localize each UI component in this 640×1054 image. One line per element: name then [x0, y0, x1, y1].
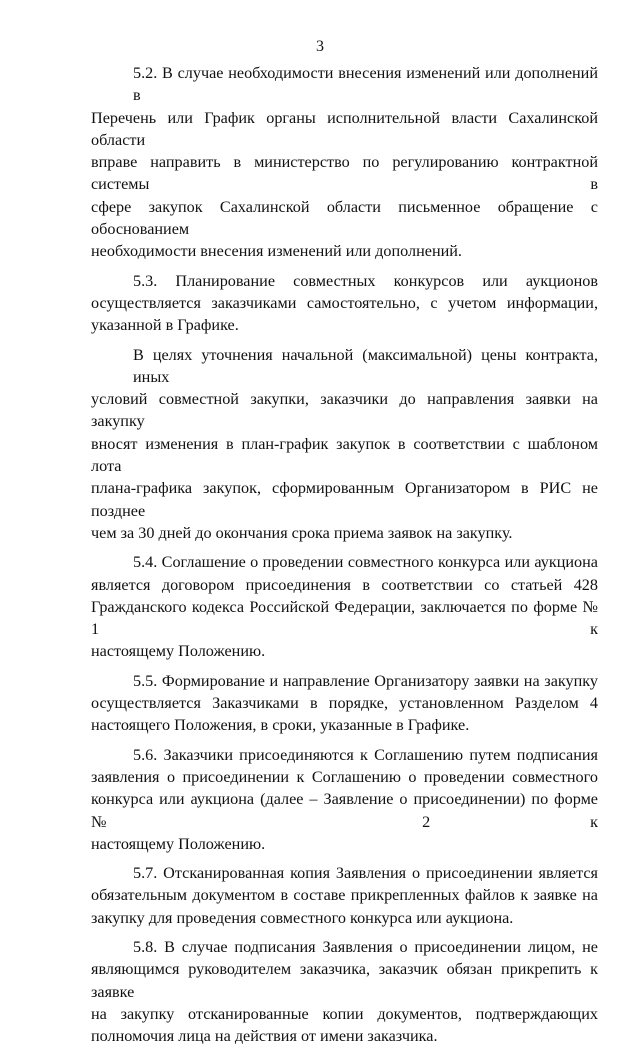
text-line: осуществляется Заказчиками в порядке, установленном Разделом 4 [91, 694, 598, 713]
paragraph-p5-3 [91, 270, 598, 337]
text-line: заявления о присоединении к Соглашению о проведении совместного [91, 767, 598, 786]
text-line: вносят изменения в план-график закупок в соответствии с шаблоном лота [91, 434, 598, 476]
text-line: настоящему Положению. [91, 834, 266, 853]
paragraph-p5-5 [91, 670, 598, 737]
paragraph-p5-2 [91, 62, 598, 263]
text-line: осуществляется заказчиками самостоятельно, с учетом информации, [91, 293, 598, 312]
text-line: плана-графика закупок, сформированным Организатором в РИС не позднее [91, 479, 598, 520]
text-line: указанной в Графике. [91, 316, 239, 335]
text-line: В целях уточнения начальной (максимальной) цены контракта, иных [133, 345, 598, 386]
page-number: 3 [316, 38, 324, 55]
text-line: 5.3. Планирование совместных конкурсов или аукционов [133, 271, 598, 290]
paragraph-p5-4 [91, 551, 598, 662]
text-line: 5.7. Отсканированная копия Заявления о присоединении является [133, 864, 598, 883]
text-line: являющимся руководителем заказчика, заказчик обязан прикрепить к заявке [91, 960, 598, 1001]
paragraph-p5-7 [91, 862, 598, 929]
text-line: 5.8. В случае подписания Заявления о присоединении лицом, не [133, 937, 598, 956]
text-line: сфере закупок Сахалинской области письменное обращение с обоснованием [91, 197, 598, 239]
text-line: 5.2. В случае необходимости внесения изменений или дополнений в [133, 64, 598, 105]
text-line: является договором присоединения в соответствии со статьей 428 [91, 575, 598, 594]
text-line: вправе направить в министерство по регулированию контрактной системы в [91, 153, 598, 194]
paragraph-p5-6 [91, 744, 598, 855]
text-line: настоящего Положения, в сроки, указанные в Графике. [91, 716, 470, 735]
text-line: конкурса или аукциона (далее – Заявление о присоединении) по форме № 2 к [91, 790, 598, 831]
text-line: на закупку отсканированные копии документов, подтверждающих [91, 1004, 598, 1023]
text-line: Гражданского кодекса Российской Федерации, заключается по форме № 1 к [91, 597, 598, 639]
text-line: 5.6. Заказчики присоединяются к Соглашению путем подписания [133, 745, 598, 764]
text-line: закупку для проведения совместного конкурса или аукциона. [91, 908, 514, 927]
text-line: полномочия лица на действия от имени заказчика. [91, 1027, 438, 1046]
text-line: Перечень или График органы исполнительной власти Сахалинской области [91, 108, 598, 149]
paragraph-p5-8 [91, 936, 598, 1047]
text-line: 5.4. Соглашение о проведении совместного конкурса или аукциона [133, 553, 598, 572]
text-line: 5.5. Формирование и направление Организатору заявки на закупку [133, 671, 598, 690]
text-line: настоящему Положению. [91, 642, 266, 661]
paragraph-p-price [91, 344, 598, 545]
document-body [91, 62, 598, 1054]
text-line: необходимости внесения изменений или дополнений. [91, 242, 462, 261]
text-line: обязательным документом в составе прикрепленных файлов к заявке на [91, 886, 598, 905]
text-line: условий совместной закупки, заказчики до направления заявки на закупку [91, 390, 598, 431]
text-line: чем за 30 дней до окончания срока приема заявок на закупку. [91, 523, 513, 542]
